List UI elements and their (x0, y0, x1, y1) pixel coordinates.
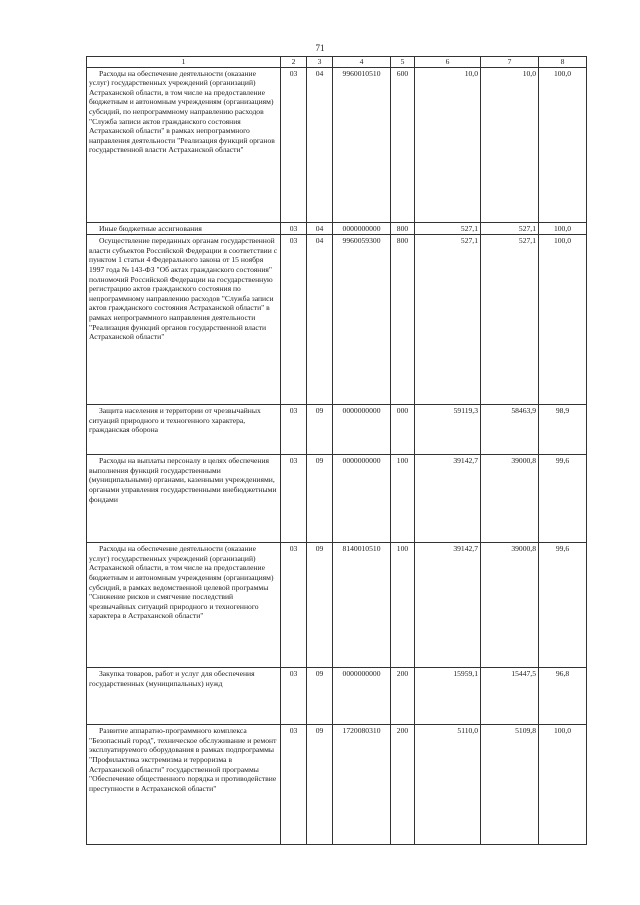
row-executed: 527,1 (481, 235, 539, 405)
column-header-4: 4 (333, 57, 391, 68)
row-description: Расходы на выплаты персоналу в целях обеспечения выполнения функций государственными (муниципальными) органами, казенными учреждениями, органами управления государственными внебюджетными фондами (87, 455, 281, 543)
row-target-code: 1720080310 (333, 725, 391, 845)
row-executed: 527,1 (481, 222, 539, 235)
row-subsection: 09 (307, 405, 333, 455)
row-section: 03 (281, 235, 307, 405)
row-subsection: 04 (307, 235, 333, 405)
row-description: Расходы на обеспечение деятельности (оказание услуг) государственных учреждений (организаций) Астраханской области, в том числе на предоставление бюджетным и автономным учреждениям (организациям) субсидий, по непрограммному направлению расходов "Служба записи актов гражданского состояния Астраханской области" в рамках непрограммного направления деятельности "Реализация функций органов государственной власти Астраханской области" (87, 67, 281, 222)
row-expense-type: 600 (391, 67, 415, 222)
row-expense-type: 800 (391, 222, 415, 235)
row-target-code: 0000000000 (333, 668, 391, 725)
table-row (87, 543, 587, 668)
row-target-code: 0000000000 (333, 405, 391, 455)
row-subsection: 09 (307, 543, 333, 668)
row-subsection: 04 (307, 67, 333, 222)
table-row (87, 235, 587, 405)
budget-table (86, 56, 587, 845)
row-percent: 99,6 (539, 543, 587, 668)
row-target-code: 8140010510 (333, 543, 391, 668)
row-subsection: 09 (307, 725, 333, 845)
row-expense-type: 100 (391, 455, 415, 543)
row-target-code: 0000000000 (333, 455, 391, 543)
row-expense-type: 200 (391, 725, 415, 845)
row-percent: 96,8 (539, 668, 587, 725)
row-section: 03 (281, 725, 307, 845)
row-executed: 39000,8 (481, 455, 539, 543)
row-description: Защита населения и территории от чрезвычайных ситуаций природного и техногенного характера, гражданская оборона (87, 405, 281, 455)
table-row (87, 67, 587, 222)
row-expense-type: 000 (391, 405, 415, 455)
row-planned: 5110,0 (415, 725, 481, 845)
row-percent: 100,0 (539, 725, 587, 845)
row-target-code: 9960059300 (333, 235, 391, 405)
row-section: 03 (281, 543, 307, 668)
row-description: Закупка товаров, работ и услуг для обеспечения государственных (муниципальных) нужд (87, 668, 281, 725)
page-number: 71 (315, 43, 325, 53)
header-row (87, 57, 587, 68)
row-percent: 100,0 (539, 235, 587, 405)
row-planned: 59119,3 (415, 405, 481, 455)
row-planned: 39142,7 (415, 455, 481, 543)
row-executed: 58463,9 (481, 405, 539, 455)
row-section: 03 (281, 455, 307, 543)
column-header-6: 6 (415, 57, 481, 68)
row-executed: 39000,8 (481, 543, 539, 668)
row-section: 03 (281, 67, 307, 222)
row-percent: 100,0 (539, 67, 587, 222)
row-percent: 98,9 (539, 405, 587, 455)
table-row (87, 455, 587, 543)
row-section: 03 (281, 668, 307, 725)
row-planned: 15959,1 (415, 668, 481, 725)
table-row (87, 725, 587, 845)
table-row (87, 668, 587, 725)
column-header-3: 3 (307, 57, 333, 68)
row-description: Расходы на обеспечение деятельности (оказание услуг) государственных учреждений (организаций) Астраханской области, в том числе на предоставление бюджетным и автономным учреждениям (организациям) субсидий, в рамках ведомственной целевой программы "Снижение рисков и смягчение последствий чрезвычайных ситуаций природного и техногенного характера в Астраханской области" (87, 543, 281, 668)
row-planned: 527,1 (415, 222, 481, 235)
row-planned: 10,0 (415, 67, 481, 222)
row-executed: 15447,5 (481, 668, 539, 725)
row-percent: 100,0 (539, 222, 587, 235)
row-description: Развитие аппаратно-программного комплекса "Безопасный город", техническое обслуживание и ремонт эксплуатируемого оборудования в рамках подпрограммы "Профилактика экстремизма и терроризма в Астраханской области" государственной программы "Обеспечение общественного порядка и противодействие преступности в Астраханской области" (87, 725, 281, 845)
row-percent: 99,6 (539, 455, 587, 543)
row-description: Осуществление переданных органам государственной власти субъектов Российской Федерации в соответствии с пунктом 1 статьи 4 Федерального закона от 15 ноября 1997 года № 143-ФЗ "Об актах гражданского состояния" полномочий Российской Федерации на государственную регистрацию актов гражданского состояния по непрограммному направлению расходов "Служба записи актов гражданского состояния Астраханской области" в рамках непрограммного направления деятельности "Реализация функций органов государственной власти Астраханской области" (87, 235, 281, 405)
row-planned: 39142,7 (415, 543, 481, 668)
row-target-code: 0000000000 (333, 222, 391, 235)
row-subsection: 04 (307, 222, 333, 235)
row-expense-type: 100 (391, 543, 415, 668)
row-subsection: 09 (307, 668, 333, 725)
row-planned: 527,1 (415, 235, 481, 405)
row-section: 03 (281, 405, 307, 455)
table-row (87, 222, 587, 235)
column-header-5: 5 (391, 57, 415, 68)
row-subsection: 09 (307, 455, 333, 543)
row-description: Иные бюджетные ассигнования (87, 222, 281, 235)
column-header-7: 7 (481, 57, 539, 68)
row-section: 03 (281, 222, 307, 235)
column-header-2: 2 (281, 57, 307, 68)
table-row (87, 405, 587, 455)
row-target-code: 9960010510 (333, 67, 391, 222)
row-executed: 10,0 (481, 67, 539, 222)
column-header-8: 8 (539, 57, 587, 68)
row-executed: 5109,8 (481, 725, 539, 845)
row-expense-type: 200 (391, 668, 415, 725)
row-expense-type: 800 (391, 235, 415, 405)
column-header-1: 1 (87, 57, 281, 68)
